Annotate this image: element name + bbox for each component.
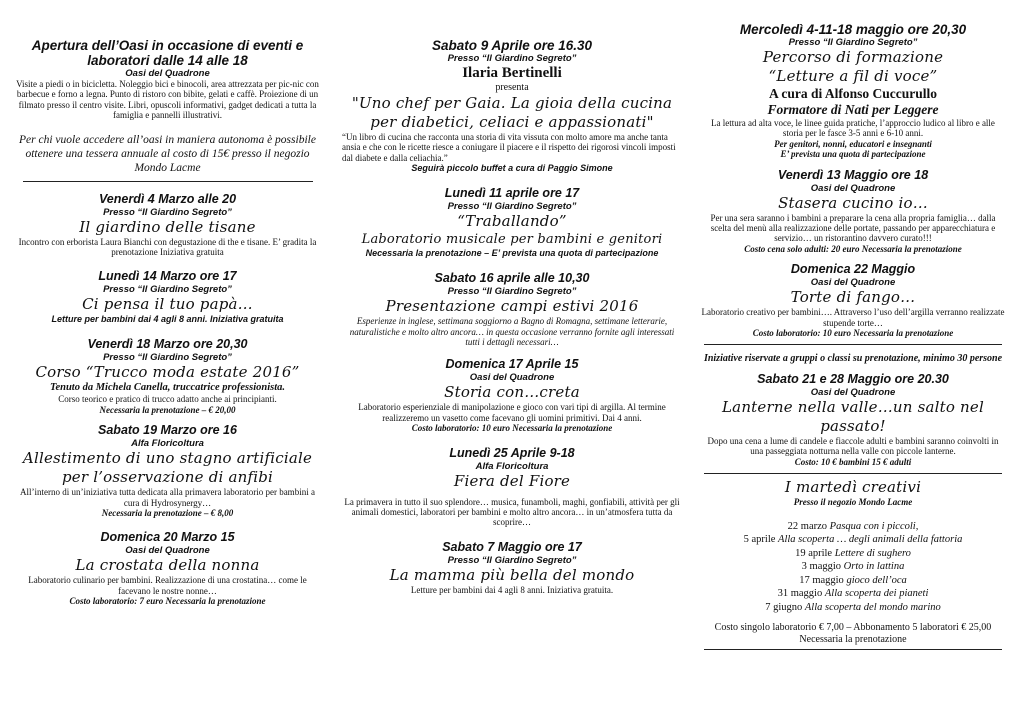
event-date: Venerdì 4 Marzo alle 20 bbox=[98, 191, 237, 206]
event-note: Costo: 10 € bambini 15 € adulti bbox=[794, 456, 912, 467]
divider bbox=[704, 649, 1002, 650]
event-item bbox=[14, 530, 321, 606]
list-item: 19 aprile Lettere di sughero bbox=[795, 547, 911, 559]
event-place: Oasi del Quadrone bbox=[810, 277, 896, 289]
event-title: Corso “Trucco moda estate 2016” bbox=[35, 363, 300, 382]
booking-text: Necessaria la prenotazione bbox=[799, 634, 907, 646]
list-item: 7 giugno Alla scoperta del mondo marino bbox=[765, 601, 941, 613]
event-place: Presso “Il Giardino Segreto” bbox=[103, 352, 232, 364]
author-name: Ilaria Bertinelli bbox=[462, 65, 562, 81]
event-place: Oasi del Quadrone bbox=[125, 545, 210, 557]
event-text: “Un libro di cucina che racconta una storia di vita vissuta con molto amore ma anche tanta ansia e che con le ricette riesce a coniugare il piacere e il rispetto dei rigorosi vincoli imposti dal diabete e dalla celiachia.” bbox=[342, 132, 676, 163]
event-title: Presentazione campi estivi 2016 bbox=[385, 297, 639, 316]
event-item bbox=[14, 337, 321, 415]
event-note: Necessaria la prenotazione – E’ prevista una quota di partecipazione bbox=[365, 248, 659, 259]
event-note: Necessaria la prenotazione – € 8,00 bbox=[101, 508, 234, 519]
event-title: Stasera cucino io… bbox=[778, 193, 928, 212]
list-item: 3 maggio Orto in lattina bbox=[801, 561, 905, 573]
event-text: Incontro con erborista Laura Bianchi con degustazione di the e tisane. E’ gradita la prenotazione Iniziativa gratuita bbox=[18, 236, 317, 258]
list-item: 5 aprile Alla scoperta … degli animali della fattoria bbox=[743, 534, 963, 546]
event-date: Lunedì 11 aprile ore 17 bbox=[444, 186, 580, 201]
event-title-line2: “Letture a fil di voce” bbox=[768, 67, 938, 85]
event-date: Sabato 21 e 28 Maggio ore 20.30 bbox=[757, 371, 949, 386]
event-item bbox=[14, 192, 321, 258]
cost-text: Costo singolo laboratorio € 7,00 – Abbonamento 5 laboratori € 25,00 bbox=[714, 622, 992, 634]
event-place: Oasi del Quadrone bbox=[810, 182, 896, 194]
event-date: Sabato 19 Marzo ore 16 bbox=[98, 423, 237, 438]
event-title: Lanterne nella valle…un salto nel passato! bbox=[722, 397, 984, 435]
event-place: Alfa Floricoltura bbox=[131, 438, 204, 450]
event-item bbox=[700, 168, 1006, 255]
event-text: Corso teorico e pratico di trucco adatto anche ai principianti. bbox=[58, 394, 277, 405]
event-place: Presso “Il Giardino Segreto” bbox=[447, 53, 577, 64]
event-text: La primavera in tutto il suo splendore… musica, funamboli, maghi, gonfiabili, attività per gli animali domestici, laboratori per bambini e molto altro ancora… in un’atmosfera tutta da scoprire… bbox=[344, 496, 680, 528]
column-left bbox=[14, 38, 321, 607]
event-text: Per una sera saranno i bambini a preparare la cena alla propria famiglia… dalla scelta del menù alla realizzazione delle portate, passando per apparecchiatura e servizio… un ristorantino davvero curato!!! bbox=[710, 212, 996, 244]
event-text: Laboratorio culinario per bambini. Realizzazione di una crostatina… come le facevano le nostre nonne… bbox=[28, 575, 307, 596]
event-text: Laboratorio creativo per bambini…. Attraverso l’uso dell’argilla verranno realizzate stupende torte… bbox=[701, 307, 1005, 328]
section-title: I martedì creativi bbox=[784, 478, 922, 497]
event-item bbox=[14, 269, 321, 325]
event-place: Oasi del Quadrone bbox=[469, 372, 555, 384]
event-place: Presso “Il Giardino Segreto” bbox=[447, 286, 577, 298]
event-intro bbox=[14, 38, 321, 182]
event-date: Sabato 9 Aprile ore 16.30 bbox=[431, 38, 593, 53]
event-title: "Uno chef per Gaia. La gioia della cucina per diabetici, celiaci e appassionati" bbox=[351, 94, 673, 131]
event-subtitle: Laboratorio musicale per bambini e genitori bbox=[361, 232, 663, 248]
event-text: All’interno di un’iniziativa tutta dedicata alla primavera laboratorio per bambini a cura di Hydrosynergy… bbox=[20, 487, 315, 508]
event-place: Presso “Il Giardino Segreto” bbox=[447, 201, 577, 213]
event-title: La mamma più bella del mondo bbox=[389, 565, 635, 584]
event-item bbox=[700, 22, 1006, 160]
event-title-line2: per l’osservazione di anfibi bbox=[61, 468, 274, 487]
event-note: E’ prevista una quota di partecipazione bbox=[780, 149, 926, 160]
event-host: Tenuto da Michela Canella, truccatrice professionista. bbox=[50, 382, 285, 394]
event-note: Necessaria la prenotazione – € 20,00 bbox=[99, 404, 236, 415]
event-title: “Traballando” bbox=[457, 212, 567, 231]
event-host: A cura di Alfonso Cuccurullo bbox=[768, 86, 938, 101]
event-date: Venerdì 18 Marzo ore 20,30 bbox=[87, 337, 248, 352]
event-title: Percorso di formazione bbox=[762, 48, 944, 66]
event-title: Il giardino delle tisane bbox=[79, 217, 256, 236]
event-place: Presso “Il Giardino Segreto” bbox=[788, 37, 918, 48]
event-title: Ci pensa il tuo papà… bbox=[82, 295, 253, 314]
event-date: Venerdì 13 Maggio ore 18 bbox=[777, 167, 929, 182]
event-date: Domenica 22 Maggio bbox=[790, 262, 916, 277]
event-date: Mercoledì 4-11-18 maggio ore 20,30 bbox=[739, 22, 967, 37]
section-place: Presso il negozio Mondo Lacme bbox=[793, 497, 913, 508]
intro-title: Apertura dell’Oasi in occasione di eventi e laboratori dalle 14 alle 18 bbox=[31, 38, 304, 68]
event-title: Torte di fango… bbox=[790, 288, 916, 307]
event-date: Sabato 7 Maggio ore 17 bbox=[442, 539, 582, 554]
event-item bbox=[700, 262, 1006, 338]
event-item bbox=[342, 357, 682, 433]
event-title: Storia con…creta bbox=[444, 383, 580, 402]
intro-place: Oasi del Quadrone bbox=[125, 68, 210, 79]
column-middle bbox=[342, 38, 682, 595]
event-note: Seguirà piccolo buffet a cura di Paggio Simone bbox=[411, 163, 613, 174]
event-place: Presso “Il Giardino Segreto” bbox=[103, 284, 232, 296]
event-note: Costo laboratorio: 10 euro Necessaria la prenotazione bbox=[411, 423, 613, 434]
event-title: Fiera del Fiore bbox=[453, 471, 571, 490]
event-text: Laboratorio esperienziale di manipolazione e gioco con vari tipi di argilla. Al termine realizzeremo un vasetto come facevano gli uomini primitivi. Dai 4 anni. bbox=[358, 402, 666, 423]
event-host-role: Formatore di Nati per Leggere bbox=[767, 102, 939, 117]
event-item bbox=[700, 372, 1006, 467]
event-item bbox=[342, 540, 682, 595]
list-item: 17 maggio gioco dell’oca bbox=[799, 574, 907, 586]
workshop-list bbox=[700, 520, 1006, 615]
event-item bbox=[342, 38, 682, 174]
event-note: Letture per bambini dai 4 agli 8 anni. Iniziativa gratuita bbox=[51, 314, 284, 325]
event-date: Lunedì 25 Aprile 9-18 bbox=[449, 445, 575, 460]
event-date: Lunedì 14 Marzo ore 17 bbox=[98, 269, 237, 284]
event-place: Presso “Il Giardino Segreto” bbox=[447, 554, 577, 566]
event-item bbox=[342, 446, 682, 528]
event-title: La crostata della nonna bbox=[75, 556, 260, 575]
event-title: Allestimento di uno stagno artificiale bbox=[22, 449, 313, 468]
event-place: Presso “Il Giardino Segreto” bbox=[103, 206, 232, 218]
column-right bbox=[700, 22, 1006, 650]
event-item bbox=[342, 271, 682, 347]
tessera-text: Per chi vuole accedere all’oasi in maniera autonoma è possibile ottenere una tessera annuale al costo di 15€ presso il negozio Mondo Lacme bbox=[19, 133, 316, 174]
event-date: Domenica 20 Marzo 15 bbox=[100, 530, 235, 545]
groups-notice: Iniziative riservate a gruppi o classi su prenotazione, minimo 30 persone bbox=[703, 353, 1003, 365]
event-text: Esperienze in inglese, settimana soggiorno a Bagno di Romagna, settimane letterarie, naturalistiche e molto altro ancora… in questa occasione verranno fornite agli interessati tutti i dettagli necessari… bbox=[349, 316, 675, 348]
list-item: 22 marzo Pasqua con i piccoli, bbox=[787, 520, 919, 532]
event-text: Letture per bambini dai 4 agli 8 anni. Iniziativa gratuita. bbox=[410, 584, 614, 595]
list-item: 31 maggio Alla scoperta dei pianeti bbox=[777, 588, 929, 600]
event-note: Costo laboratorio: 10 euro Necessaria la prenotazione bbox=[752, 328, 954, 339]
intro-text: Visite a piedi o in bicicletta. Noleggio bici e binocoli, area attrezzata per pic-nic con barbecue e forno a legna. Punto di ristoro con bibite, gelati e caffè. Proiezione di un filmato presso il centro visite. Libri, opuscoli informativi, gadget dedicati a tutta la famiglia e pannelli illustrativi. bbox=[16, 79, 319, 121]
event-text: La lettura ad alta voce, le linee guida pratiche, l’approccio ludico al libro e alle storia per le fasce 3-5 anni e 6-10 anni. bbox=[711, 118, 995, 139]
event-place: Oasi del Quadrone bbox=[810, 386, 896, 398]
event-date: Sabato 16 aprile alle 10,30 bbox=[434, 271, 590, 286]
event-text: Dopo una cena a lume di candele e fiaccole adulti e bambini saranno coinvolti in una passeggiata notturna nella valle con piccole lanterne. bbox=[707, 435, 999, 457]
event-item bbox=[342, 186, 682, 259]
event-place: Alfa Floricoltura bbox=[475, 460, 549, 472]
tuesdays-section bbox=[700, 478, 1006, 650]
presents-label: presenta bbox=[495, 82, 529, 93]
event-note: Per genitori, nonni, educatori e insegnanti bbox=[774, 138, 932, 149]
event-note: Costo cena solo adulti: 20 euro Necessaria la prenotazione bbox=[744, 243, 962, 254]
event-date: Domenica 17 Aprile 15 bbox=[445, 357, 579, 372]
event-note: Costo laboratorio: 7 euro Necessaria la prenotazione bbox=[69, 596, 266, 607]
event-item bbox=[14, 423, 321, 518]
